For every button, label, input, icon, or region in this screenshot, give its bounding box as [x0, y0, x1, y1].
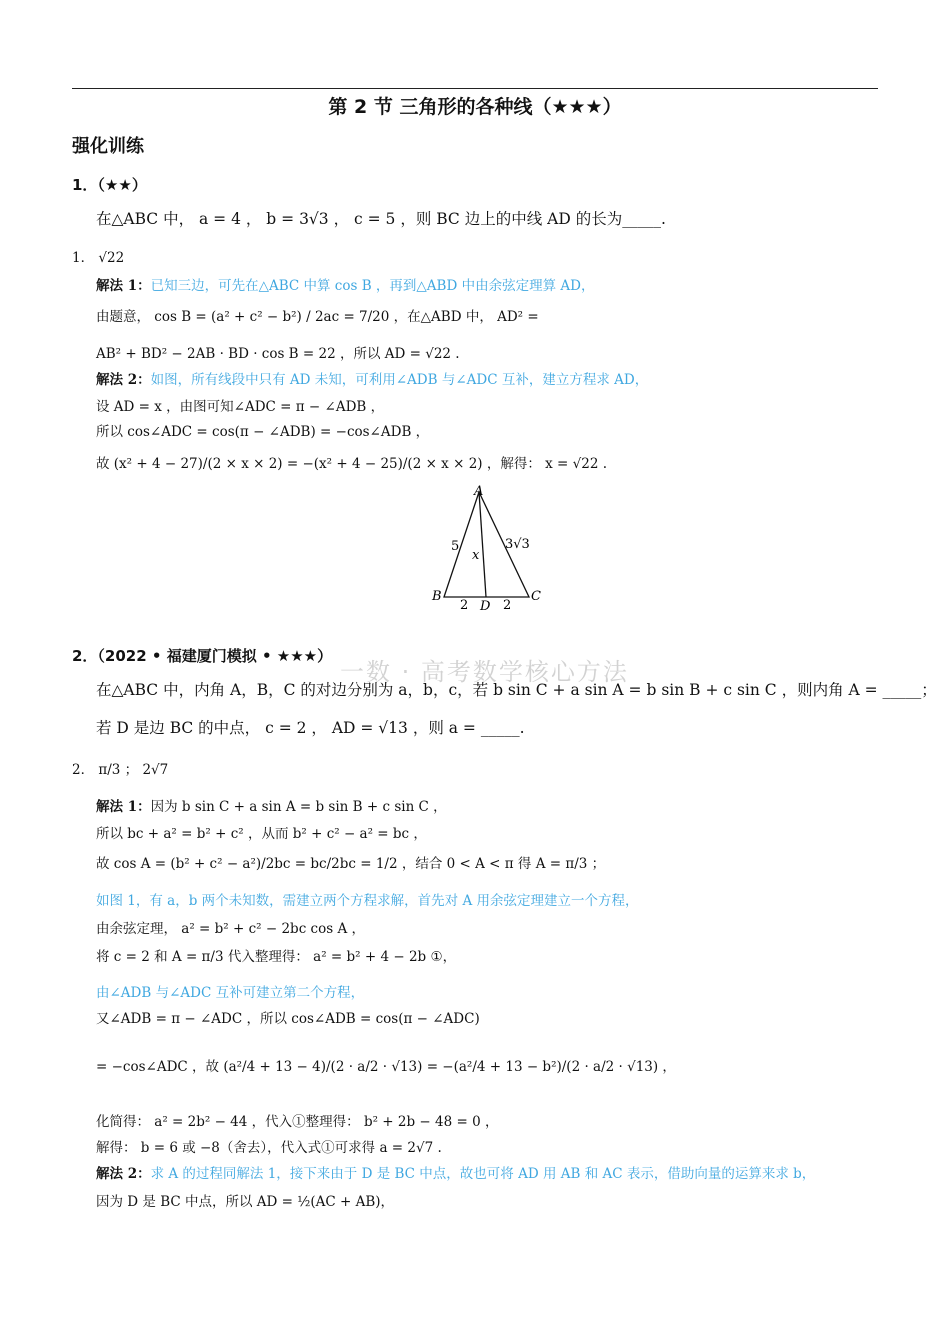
- q2-sol1-line7: = −cos∠ADC ，故 (a²/4 + 13 − 4)/(2 · a/2 · √13) = −(a²/4 + 13 − b²)/(2 · a/2 · √13) ，: [96, 1059, 676, 1075]
- q1-sol1-line3: AB² + BD² − 2AB · BD · cos B = 22 ，所以 AD = √22 .: [96, 346, 460, 362]
- q2-sol1-text: 因为 b sin C + a sin A = b sin B + c sin C ，: [150, 799, 447, 815]
- label-vertex-a: A: [474, 484, 484, 499]
- q2-sol2-line1: [96, 1162, 815, 1182]
- label-median-x: x: [472, 548, 480, 563]
- label-dc: 2: [503, 598, 512, 613]
- q2-heading: 2．（2022 • 福建厦门模拟 • ★★★）: [72, 647, 333, 665]
- q1-answer: 1． √22: [72, 250, 125, 266]
- q2-sol2-line2: 因为 D 是 BC 中点，所以 AD = ½(AC + AB)，: [96, 1194, 395, 1210]
- q2-sol2-hint: 求 A 的过程同解法 1，接下来由于 D 是 BC 中点，故也可将 AD 用 AB 和 AC 表示，借助向量的运算来求 b，: [150, 1166, 816, 1182]
- q2-text-line2: 若 D 是边 BC 的中点， c = 2 ， AD = √13 ，则 a = _____.: [96, 719, 525, 737]
- q2-sol1-line3: 故 cos A = (b² + c² − a²)/2bc = bc/2bc = 1/2 ，结合 0 < A < π 得 A = π/3 ；: [96, 856, 606, 872]
- label-side-ab: 5: [451, 539, 460, 554]
- q2-sol1-line8: 化简得： a² = 2b² − 44 ，代入①整理得： b² + 2b − 48 = 0 ，: [96, 1114, 499, 1130]
- q2-sol1-line1: [96, 795, 447, 815]
- q2-sol1-line6: 又∠ADB = π − ∠ADC ，所以 cos∠ADB = cos(π − ∠ADC): [96, 1011, 480, 1027]
- median-ad: [479, 492, 486, 597]
- q1-sol2-line4: 故 (x² + 4 − 27)/(2 × x × 2) = −(x² + 4 − 25)/(2 × x × 2) ，解得： x = √22 .: [96, 456, 608, 472]
- q2-sol1-label: 解法 1：: [96, 799, 151, 815]
- q1-sol1-label: 解法 1：: [96, 278, 151, 294]
- q1-sol1-line1: [96, 274, 594, 294]
- q2-answer: 2． π/3 ； 2√7: [72, 762, 169, 778]
- watermark: 一数 · 高考数学核心方法: [340, 658, 629, 686]
- q1-sol2-label: 解法 2：: [96, 372, 151, 388]
- q1-heading: 1．（★★）: [72, 176, 147, 194]
- label-vertex-c: C: [531, 589, 541, 604]
- q1-sol2-line2: 设 AD = x ，由图可知∠ADC = π − ∠ADB ，: [96, 399, 385, 415]
- label-point-d: D: [480, 599, 491, 614]
- q1-sol2-line3: 所以 cos∠ADC = cos(π − ∠ADB) = −cos∠ADB ，: [96, 424, 430, 440]
- q1-sol1-line2: 由题意， cos B = (a² + c² − b²) / 2ac = 7/20 ，在△ABD 中， AD² =: [96, 309, 539, 325]
- q2-sol1-line9: 解得： b = 6 或 −8（舍去），代入式①可求得 a = 2√7 .: [96, 1140, 442, 1156]
- q2-sol1-line5: 将 c = 2 和 A = π/3 代入整理得： a² = b² + 4 − 2b ①，: [96, 949, 457, 965]
- q2-hint2: 由∠ADB 与∠ADC 互补可建立第二个方程，: [96, 985, 365, 1001]
- q2-text-line1: 在△ABC 中，内角 A，B，C 的对边分别为 a，b，c，若 b sin C + a sin A = b sin B + c sin C ，则内角 A = _____；: [96, 681, 937, 699]
- triangle-figure: [420, 482, 550, 614]
- q1-sol1-hint: 已知三边，可先在△ABC 中算 cos B ，再到△ABD 中由余弦定理算 AD，: [150, 278, 595, 294]
- header-rule: [72, 88, 878, 89]
- q2-hint1: 如图 1，有 a，b 两个未知数，需建立两个方程求解，首先对 A 用余弦定理建立一个方程，: [96, 893, 639, 909]
- q2-sol1-line2: 所以 bc + a² = b² + c² ，从而 b² + c² − a² = bc ，: [96, 826, 427, 842]
- q2-sol1-line4: 由余弦定理， a² = b² + c² − 2bc cos A ，: [96, 921, 365, 937]
- q1-text: 在△ABC 中， a = 4 ， b = 3√3 ， c = 5 ，则 BC 边上的中线 AD 的长为_____.: [96, 210, 666, 228]
- label-bd: 2: [460, 598, 469, 613]
- section-heading: 强化训练: [72, 136, 144, 157]
- q1-sol2-line1: [96, 368, 648, 388]
- q1-sol2-hint: 如图，所有线段中只有 AD 未知，可利用∠ADB 与∠ADC 互补，建立方程求 AD，: [150, 372, 649, 388]
- label-side-ac: 3√3: [505, 537, 530, 552]
- page-title: 第 2 节 三角形的各种线（★★★）: [328, 96, 622, 118]
- q2-sol2-label: 解法 2：: [96, 1166, 151, 1182]
- label-vertex-b: B: [432, 589, 442, 604]
